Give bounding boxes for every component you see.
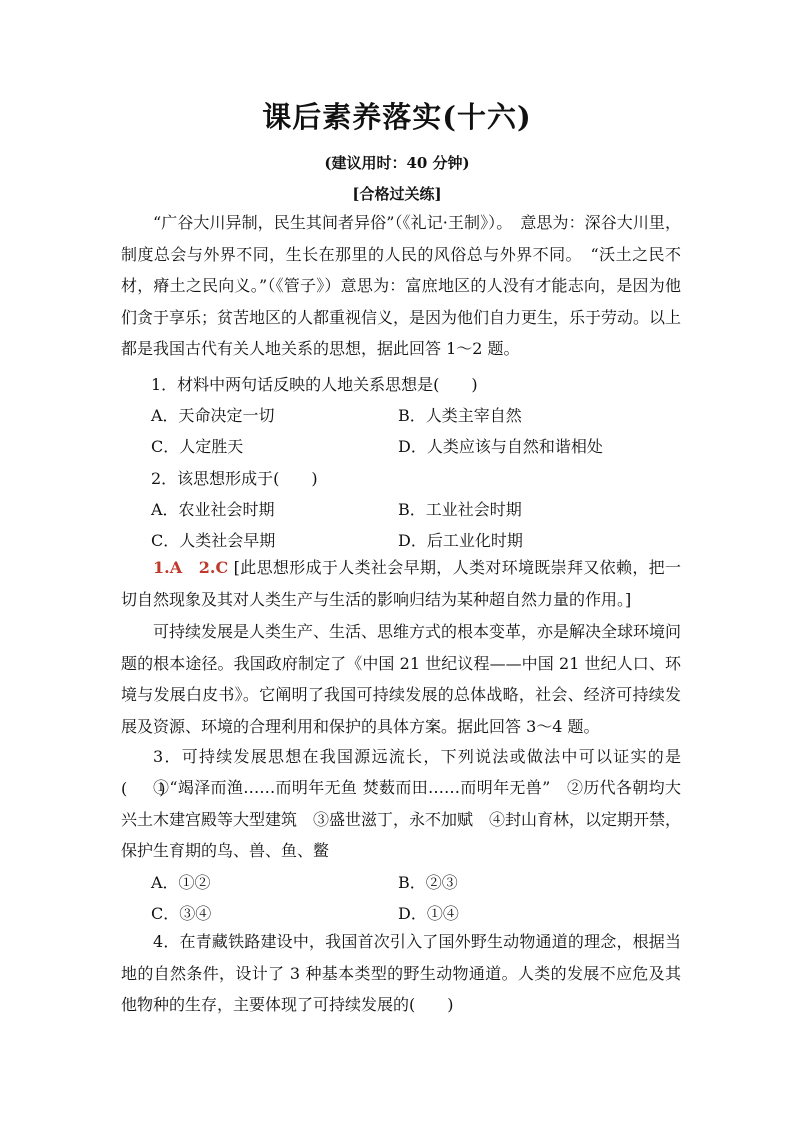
time-note: (建议用时：40 分钟) — [324, 154, 470, 172]
question-2-option-b: B．工业社会时期 — [398, 500, 522, 519]
section-heading: [合格过关练] — [352, 185, 442, 203]
question-3-option-a: A．①② — [151, 873, 211, 892]
question-2-option-d: D．后工业化时期 — [398, 531, 523, 550]
question-2-option-a: A．农业社会时期 — [151, 500, 275, 519]
question-3-option-d: D．①④ — [398, 904, 459, 923]
passage-1: “广谷大川异制，民生其间者异俗”（《礼记·王制》）。 意思为：深谷大川里，制度总会与外界不同，生长在那里的人民的风俗总与外界不同。 “沃土之民不材，瘠土之民向义。”（《管子》）意思为：富庶地区的人没有才能志向，是因为他们贪于享乐；贫苦地区的人都重视信义，是因为他们自力更生，乐于劳动。以上都是我国古代有关人地关系的思想，据此回答 1～2 题。 — [121, 213, 682, 358]
question-1-stem: 1．材料中两句话反映的人地关系思想是( ) — [151, 375, 478, 394]
question-1-option-a: A．天命决定一切 — [151, 406, 275, 425]
question-2-stem: 2．该思想形成于( ) — [151, 469, 318, 488]
question-1-option-c: C．人定胜天 — [151, 437, 244, 456]
answer-key-1-2: 1.A 2.C — [153, 558, 229, 577]
question-1-option-d: D．人类应该与自然和谐相处 — [398, 437, 603, 456]
question-1-option-b: B．人类主宰自然 — [398, 406, 522, 425]
question-3-option-b: B．②③ — [398, 873, 458, 892]
passage-2: 可持续发展是人类生产、生活、思维方式的根本变革，亦是解决全球环境问题的根本途径。我国政府制定了《中国 21 世纪议程——中国 21 世纪人口、环境与发展白皮书》。它阐明了我国可持续发展的总体战略，社会、经济可持续发展及资源、环境的合理利用和保护的具体方案。据此回答 3～4 题。 — [121, 622, 682, 736]
question-3-body: ①“竭泽而渔……而明年无鱼 焚薮而田……而明年无兽” ②历代各朝均大兴土木建宫殿等大型建筑 ③盛世滋丁，永不加赋 ④封山育林，以定期开禁，保护生育期的鸟、兽、鱼、鳖 — [121, 778, 682, 860]
answer-explanation-1-2: [此思想形成于人类社会早期，人类对环境既崇拜又依赖，把一切自然现象及其对人类生产与生活的影响归结为某种超自然力量的作用。] — [121, 558, 681, 609]
question-2-option-c: C．人类社会早期 — [151, 531, 276, 550]
question-3-stem: 3．可持续发展思想在我国源远流长，下列说法或做法中可以证实的是( ) — [121, 747, 681, 798]
question-3-option-c: C．③④ — [151, 904, 212, 923]
page-title: 课后素养落实(十六) — [262, 100, 532, 134]
answer-1-2 — [121, 552, 681, 615]
question-4-stem: 4．在青藏铁路建设中，我国首次引入了国外野生动物通道的理念，根据当地的自然条件，设计了 3 种基本类型的野生动物通道。人类的发展不应危及其他物种的生存，主要体现了可持续发展的( ) — [121, 932, 681, 1014]
